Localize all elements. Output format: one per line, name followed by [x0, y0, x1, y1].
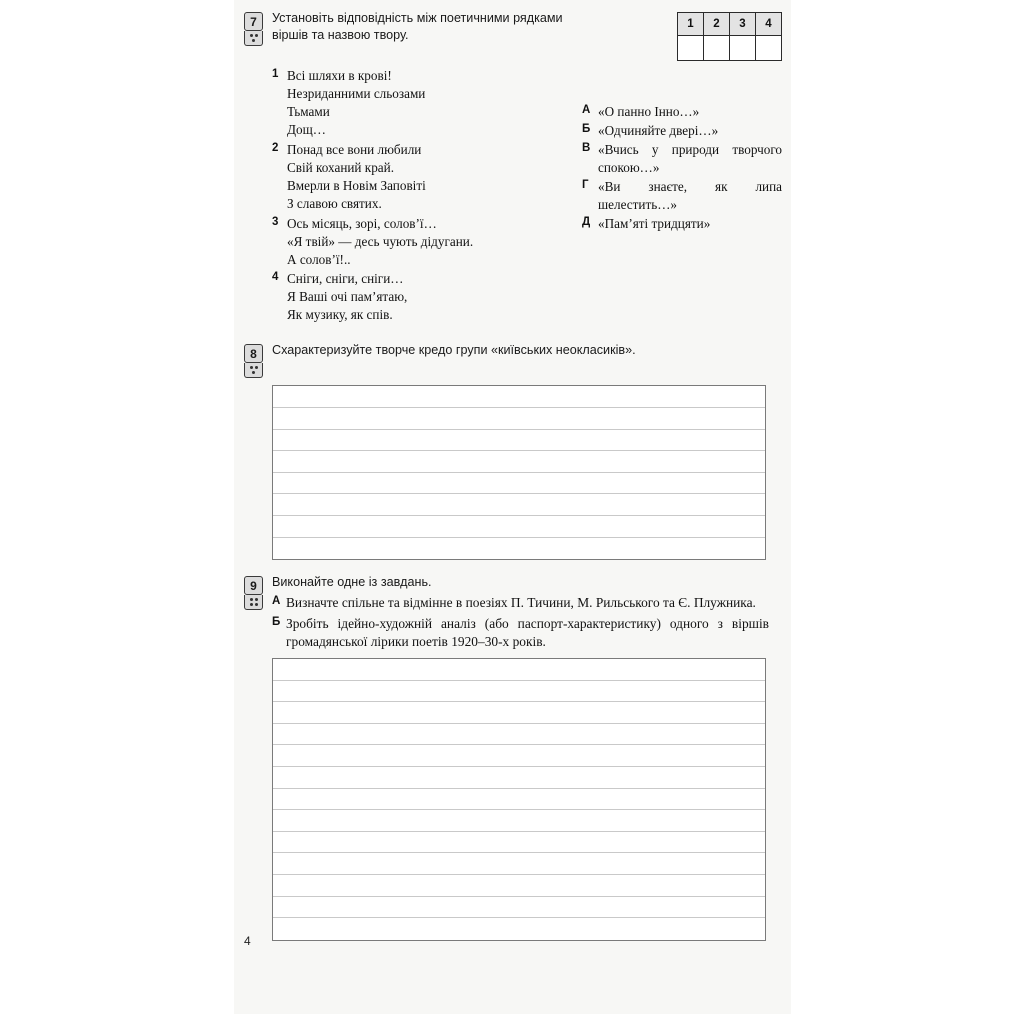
- task-9-lead: Виконайте одне із завдань.: [272, 575, 432, 590]
- grid-cell-3[interactable]: [730, 36, 756, 61]
- poem-line: А солов’ї!..: [287, 251, 351, 267]
- item-key: 2: [272, 141, 279, 154]
- option-key: В: [582, 141, 591, 154]
- grid-header-3: 3: [730, 13, 756, 36]
- page-number: 4: [244, 934, 251, 948]
- poem-line: «Я твій» — десь чують дідугани.: [287, 233, 474, 249]
- answer-line[interactable]: [273, 494, 765, 516]
- task-8-number-badge: [244, 344, 264, 378]
- poem-line: Як музику, як спів.: [287, 307, 393, 323]
- grid-header-4: 4: [756, 13, 782, 36]
- task-7-lead: Установіть відповідність між поетичними рядками віршів та назвою твору.: [272, 11, 563, 42]
- task-9-body: [272, 574, 769, 651]
- item-key: 3: [272, 215, 279, 228]
- answer-line[interactable]: [273, 853, 765, 875]
- answer-line[interactable]: [273, 832, 765, 854]
- item-lines: [287, 215, 572, 269]
- answer-line[interactable]: [273, 789, 765, 811]
- grid-cell-4[interactable]: [756, 36, 782, 61]
- answer-line[interactable]: [273, 681, 765, 703]
- answer-line[interactable]: [273, 702, 765, 724]
- task-7-answer-grid-wrap: [582, 10, 782, 61]
- answer-line[interactable]: [273, 386, 765, 408]
- task-7-body: [272, 10, 782, 324]
- task-7-lead-wrap: [272, 10, 572, 61]
- answer-line[interactable]: [273, 767, 765, 789]
- answer-line[interactable]: [273, 875, 765, 897]
- answer-line[interactable]: [273, 451, 765, 473]
- item-lines: [287, 270, 572, 324]
- subtask-row: [272, 594, 769, 612]
- answer-line[interactable]: [273, 810, 765, 832]
- option-key: Д: [582, 215, 591, 228]
- answer-line[interactable]: [273, 724, 765, 746]
- task-8: [244, 342, 769, 378]
- task-7: [244, 10, 782, 324]
- answer-line[interactable]: [273, 745, 765, 767]
- subtask-text: Зробіть ідейно-художній аналіз (або паспорт-характеристику) одного з віршів громадянської лірики поетів 1920–30-х років.: [286, 615, 769, 650]
- option-row: [582, 215, 782, 233]
- answer-line[interactable]: [273, 516, 765, 538]
- answer-line[interactable]: [273, 408, 765, 430]
- answer-line[interactable]: [273, 538, 765, 560]
- subtask-text: Визначте спільне та відмінне в поезіях П. Тичини, М. Рильського та Є. Плужника.: [286, 594, 756, 610]
- task-9: [244, 574, 769, 651]
- task-7-answer-grid[interactable]: [677, 12, 782, 61]
- task-7-options: [582, 65, 782, 324]
- answer-line[interactable]: [273, 918, 765, 940]
- difficulty-dots-icon: [244, 363, 263, 378]
- poem-line: Тьмами: [287, 103, 330, 119]
- option-row: [582, 122, 782, 140]
- difficulty-dots-icon: [244, 595, 263, 610]
- subtask-row: [272, 615, 769, 651]
- task-7-number-badge: [244, 12, 264, 46]
- option-key: А: [582, 104, 591, 116]
- grid-header-2: 2: [704, 13, 730, 36]
- task-9-number: 9: [244, 576, 263, 595]
- task-7-number: 7: [244, 12, 263, 31]
- poem-line: З славою святих.: [287, 195, 382, 211]
- task-9-answer-area[interactable]: [272, 658, 766, 941]
- task-8-body: [272, 342, 769, 359]
- task-7-items: [272, 65, 572, 324]
- item-lines: [287, 67, 572, 139]
- list-item: [272, 67, 572, 139]
- poem-line: Свій коханий край.: [287, 159, 394, 175]
- option-row: [582, 141, 782, 177]
- poem-line: Незриданними сльозами: [287, 85, 426, 101]
- task-9-number-badge: [244, 576, 264, 610]
- task-8-answer-area[interactable]: [272, 385, 766, 560]
- task-7-columns: [272, 65, 782, 324]
- option-text: «Пам’яті тридцяти»: [598, 215, 711, 231]
- poem-line: Вмерли в Новім Заповіті: [287, 177, 426, 193]
- option-text: «Одчиняйте двері…»: [598, 122, 719, 138]
- poem-line: Ось місяць, зорі, солов’ї…: [287, 215, 437, 231]
- difficulty-dots-icon: [244, 31, 263, 46]
- option-text: «О панно Інно…»: [598, 104, 700, 119]
- poem-line: Понад все вони любили: [287, 141, 422, 157]
- list-item: [272, 270, 572, 324]
- answer-line[interactable]: [273, 430, 765, 452]
- list-item: [272, 215, 572, 269]
- list-item: [272, 141, 572, 213]
- option-text: «Вчись у природи творчого спокою…»: [598, 141, 782, 175]
- poem-line: Всі шляхи в крові!: [287, 68, 392, 83]
- task-7-top: [272, 10, 782, 61]
- answer-line[interactable]: [273, 473, 765, 495]
- grid-header-1: 1: [678, 13, 704, 36]
- answer-line[interactable]: [273, 659, 765, 681]
- item-lines: [287, 141, 572, 213]
- page-content: [234, 0, 791, 948]
- option-row: [582, 103, 782, 121]
- task-8-lead: Схарактеризуйте творче кредо групи «київських неокласиків».: [272, 343, 636, 358]
- option-row: [582, 178, 782, 214]
- grid-cell-1[interactable]: [678, 36, 704, 61]
- grid-cell-2[interactable]: [704, 36, 730, 61]
- option-text: «Ви знаєте, як липа шелестить…»: [598, 178, 782, 212]
- subtask-key: А: [272, 594, 281, 607]
- subtask-key: Б: [272, 615, 281, 628]
- task-8-number: 8: [244, 344, 263, 363]
- option-key: Г: [582, 178, 589, 191]
- poem-line: Дощ…: [287, 121, 326, 137]
- option-key: Б: [582, 122, 591, 135]
- item-key: 1: [272, 68, 279, 80]
- poem-line: Сніги, сніги, сніги…: [287, 271, 404, 287]
- worksheet-page: [234, 0, 791, 1014]
- poem-line: Я Ваші очі пам’ятаю,: [287, 289, 408, 305]
- item-key: 4: [272, 271, 279, 284]
- answer-line[interactable]: [273, 897, 765, 919]
